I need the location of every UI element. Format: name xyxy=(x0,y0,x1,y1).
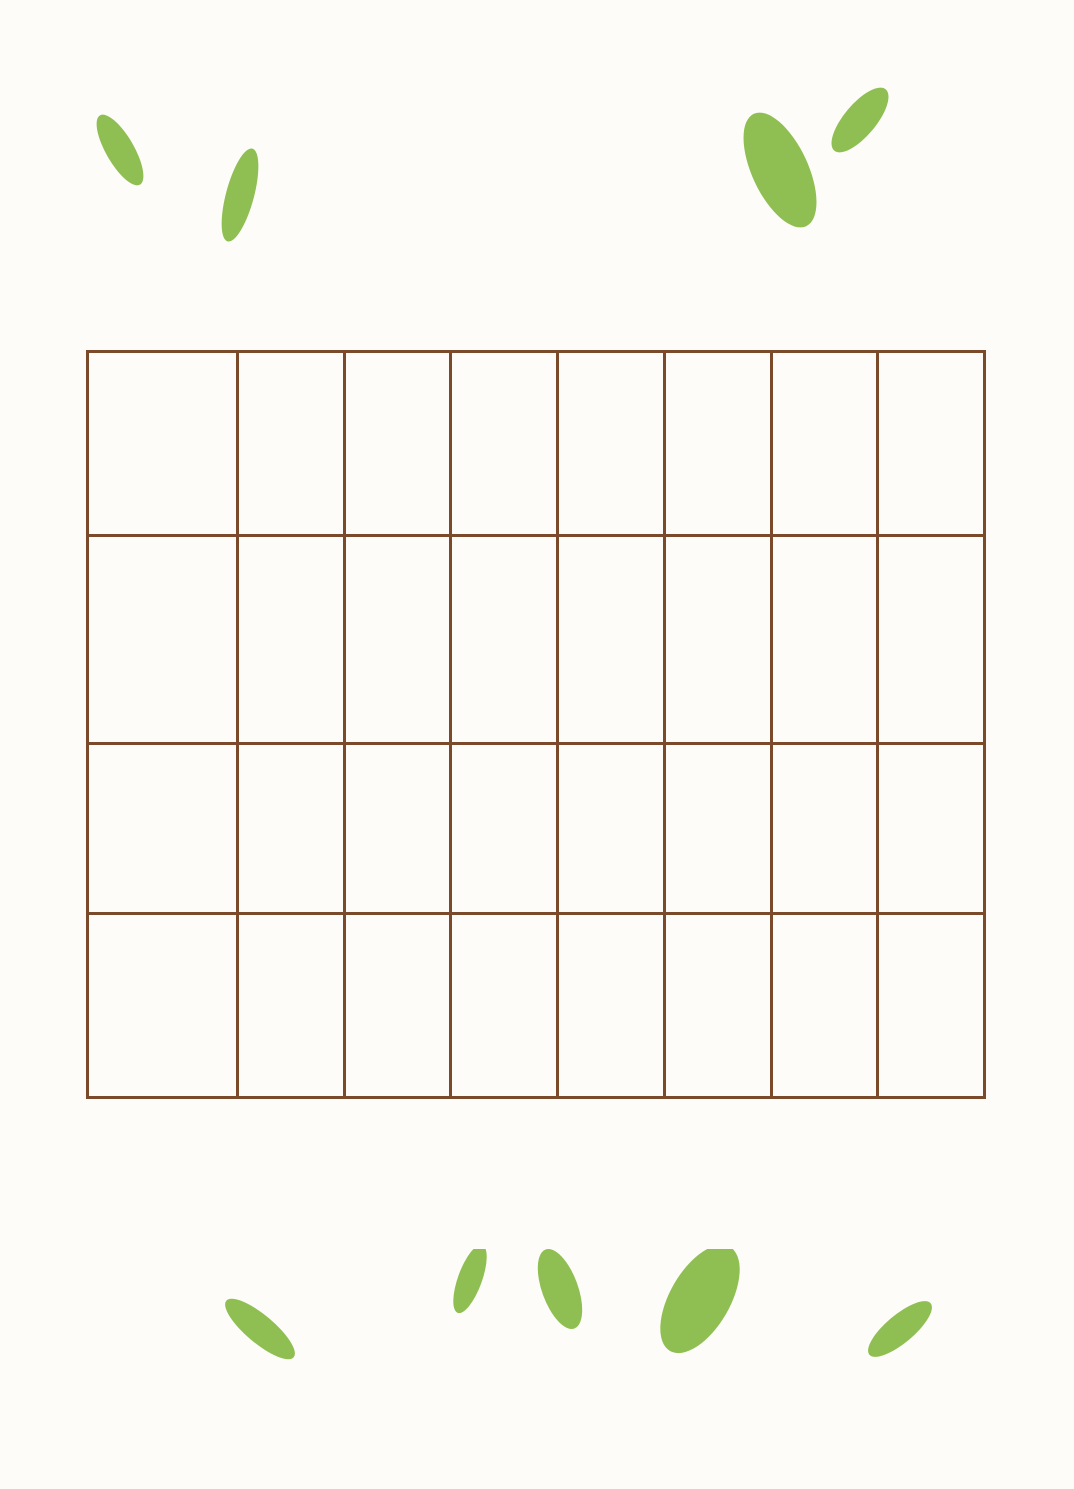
measurement-cell xyxy=(878,536,985,744)
size-chart-table xyxy=(86,350,986,1099)
row-header-hips xyxy=(88,914,238,1098)
sunflower-border-bottom xyxy=(0,1249,1074,1489)
measurement-cell xyxy=(878,914,985,1098)
measurement-cell xyxy=(238,914,345,1098)
size-header-cell xyxy=(344,352,451,536)
size-header-cell xyxy=(451,352,558,536)
measurement-cell xyxy=(451,536,558,744)
measurement-cell xyxy=(664,914,771,1098)
measurement-cell xyxy=(664,536,771,744)
measurement-cell xyxy=(878,744,985,914)
row-header-bust xyxy=(88,536,238,744)
measurement-cell xyxy=(238,744,345,914)
table-row xyxy=(88,914,985,1098)
size-header-cell xyxy=(771,352,878,536)
row-header-sizes xyxy=(88,352,238,536)
measurement-cell xyxy=(558,914,665,1098)
size-header-cell xyxy=(664,352,771,536)
measurement-cell xyxy=(238,536,345,744)
row-header-waist xyxy=(88,744,238,914)
size-header-cell xyxy=(878,352,985,536)
table-row xyxy=(88,536,985,744)
measurement-cell xyxy=(451,914,558,1098)
size-header-cell xyxy=(558,352,665,536)
measurement-cell xyxy=(771,536,878,744)
table-row xyxy=(88,744,985,914)
measurement-cell xyxy=(558,536,665,744)
measurement-cell xyxy=(771,914,878,1098)
measurement-cell xyxy=(344,744,451,914)
sunflower-border-top xyxy=(0,0,1074,260)
measurement-cell xyxy=(344,914,451,1098)
measurement-cell xyxy=(558,744,665,914)
measurement-cell xyxy=(771,744,878,914)
measurement-cell xyxy=(451,744,558,914)
size-header-cell xyxy=(238,352,345,536)
measurement-cell xyxy=(664,744,771,914)
measurement-cell xyxy=(344,536,451,744)
table-row xyxy=(88,352,985,536)
